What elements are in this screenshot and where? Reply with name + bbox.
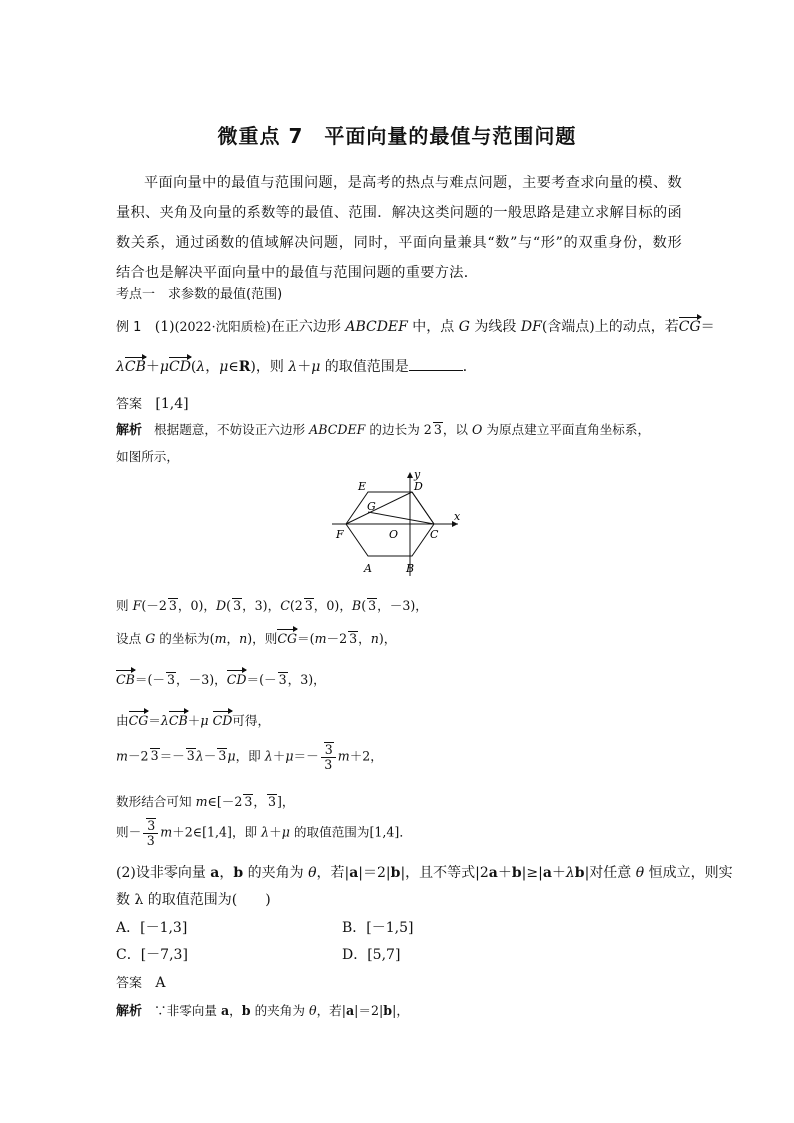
segment-gc <box>368 512 434 524</box>
answer2-line <box>116 972 166 991</box>
g-coord-line: 设点 G 的坐标为(m，n)，则CG＝(m－2 3，n)， <box>116 631 397 646</box>
range-m-line: 数形结合可知 m∈[－2 3， 3]， <box>116 794 295 809</box>
analysis2-label: 解析 <box>116 1004 143 1019</box>
option-d: D．[5,7] <box>342 947 401 963</box>
section-heading: 考点一 求参数的最值(范围) <box>116 287 283 302</box>
analysis1-line1: 解析 根据题意，不妨设正六边形 ABCDEF 的边长为 2 3，以 O 为原点建立平面直角坐标系， <box>116 422 651 438</box>
label-e: E <box>358 480 367 493</box>
example-label: 例 1 <box>116 320 142 335</box>
axis-label-x: x <box>454 510 461 523</box>
label-g: G <box>367 500 376 513</box>
label-d: D <box>414 480 423 493</box>
option-c: C．[－7,3] <box>116 947 188 963</box>
analysis-label: 解析 <box>116 423 143 438</box>
part2-line2: 数 λ 的取值范围为( ) <box>116 892 271 908</box>
axis-label-y: y <box>414 468 421 481</box>
label-o: O <box>389 528 399 541</box>
label-b: B <box>406 562 415 575</box>
from-line: 由CG＝λCB＋μ CD可得， <box>116 713 271 728</box>
example1-line1 <box>116 316 715 336</box>
cb-cd-line: CB＝(－ 3，－3)，CD＝(－ 3，3)， <box>116 672 326 687</box>
page-title: 微重点 7 平面向量的最值与范围问题 <box>217 124 577 148</box>
analysis1-line2: 如图所示， <box>116 449 179 464</box>
analysis2-line: 解析 ∵非零向量 a，b 的夹角为 θ，若|a|＝2|b|， <box>116 1003 409 1019</box>
answer-label: 答案 <box>116 397 143 412</box>
equation-line: m－2 3＝－ 3λ－ 3μ，即 λ＋μ＝－ $\frac{3}{3}$ m＋2， <box>116 742 383 772</box>
example1-question-prefix: (1)(2022·沈阳质检)在正六边形 ABCDEF 中，点 G 为线段 DF(含端点)上的动点，若CG＝ <box>154 319 715 335</box>
segment-dc <box>412 492 434 524</box>
label-a: A <box>364 562 372 575</box>
answer-blank <box>409 358 463 371</box>
option-b: B．[－1,5] <box>342 920 414 936</box>
answer1-value: [1,4] <box>155 396 189 412</box>
part2-line1: (2)设非零向量 a，b 的夹角为 θ，若|a|＝2|b|，且不等式|2a＋b|≥|a＋λb|对任意 θ 恒成立，则实 <box>116 865 733 881</box>
hexagon-figure <box>320 468 470 580</box>
label-f: F <box>336 528 344 541</box>
answer1-line <box>116 393 189 412</box>
intro-paragraph: 平面向量中的最值与范围问题，是高考的热点与难点问题，主要考查求向量的模、数量积、夹角及向量的系数等的最值、范围．解决这类问题的一般思路是建立求解目标的函数关系，通过函数的值域解决问题，同时，平面向量兼具“数”与“形”的双重身份，数形结合也是解决平面向量中的最值与范围问题的重要方法． <box>116 175 682 281</box>
coords-line: 则 F(－2 3，0)，D( 3，3)，C(2 3，0)，B( 3，－3)， <box>116 598 428 613</box>
example1-line2: λCB＋μCD(λ，μ∈R)，则 λ＋μ 的取值范围是 ． <box>116 359 477 375</box>
segment-fd <box>346 492 412 524</box>
label-c: C <box>430 528 439 541</box>
y-axis-arrow-icon <box>407 472 413 478</box>
answer2-value: A <box>155 975 166 991</box>
answer2-label: 答案 <box>116 976 143 991</box>
conclusion-line: 则－ $\frac{3}{3}$ m＋2∈[1,4]，即 λ＋μ 的取值范围为[1,4]． <box>116 818 412 848</box>
option-a: A．[－1,3] <box>116 920 188 936</box>
